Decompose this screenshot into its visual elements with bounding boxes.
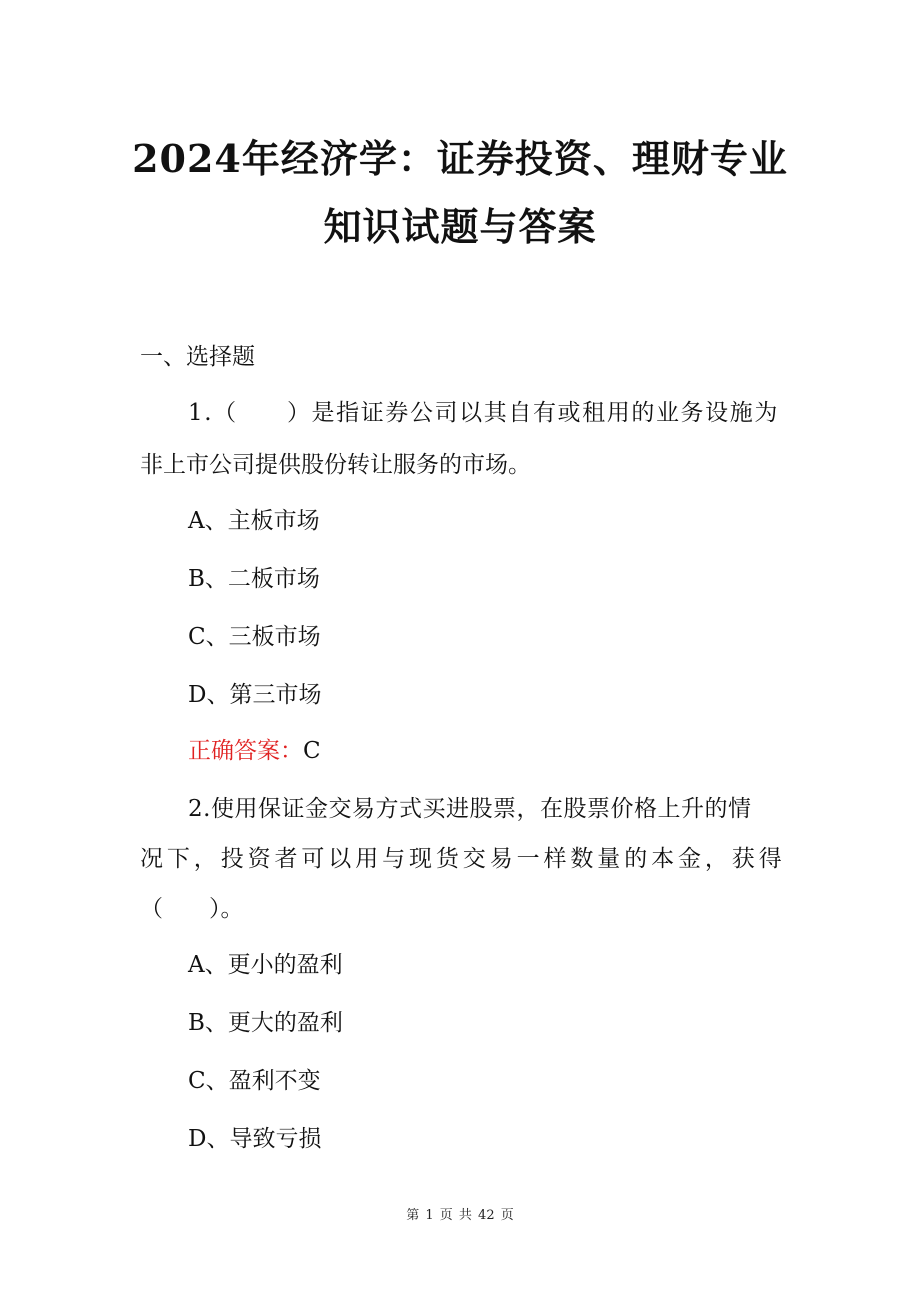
question-1-stem-line-1: 1.（ ）是指证券公司以其自有或租用的业务设施为 — [188, 400, 779, 426]
question-1-stem-line-2: 非上市公司提供股份转让服务的市场。 — [140, 452, 531, 478]
question-1-option-b: B、二板市场 — [188, 566, 320, 592]
question-1-option-c: C、三板市场 — [188, 624, 321, 650]
question-1-answer — [188, 740, 321, 763]
question-2-stem-line-2: 况下，投资者可以用与现货交易一样数量的本金，获得 — [140, 846, 786, 872]
question-2-option-d: D、导致亏损 — [188, 1126, 322, 1152]
question-1-option-d: D、第三市场 — [188, 682, 322, 708]
question-2-option-c: C、盈利不变 — [188, 1068, 321, 1094]
page-number-footer: 第 1 页 共 42 页 — [406, 1208, 514, 1223]
question-2-option-a: A、更小的盈利 — [188, 952, 343, 978]
answer-label: 正确答案： — [188, 738, 303, 764]
question-2-option-b: B、更大的盈利 — [188, 1010, 343, 1036]
question-2-stem-line-1: 2.使用保证金交易方式买进股票，在股票价格上升的情 — [188, 796, 752, 822]
question-2-stem-line-3: （ ）。 — [140, 896, 244, 922]
document-title-line-2: 知识试题与答案 — [323, 204, 597, 249]
question-1-option-a: A、主板市场 — [188, 508, 320, 534]
answer-value: C — [303, 738, 321, 764]
section-heading: 一、选择题 — [140, 344, 255, 370]
document-title-line-1: 2024年经济学：证券投资、理财专业 — [132, 136, 788, 181]
